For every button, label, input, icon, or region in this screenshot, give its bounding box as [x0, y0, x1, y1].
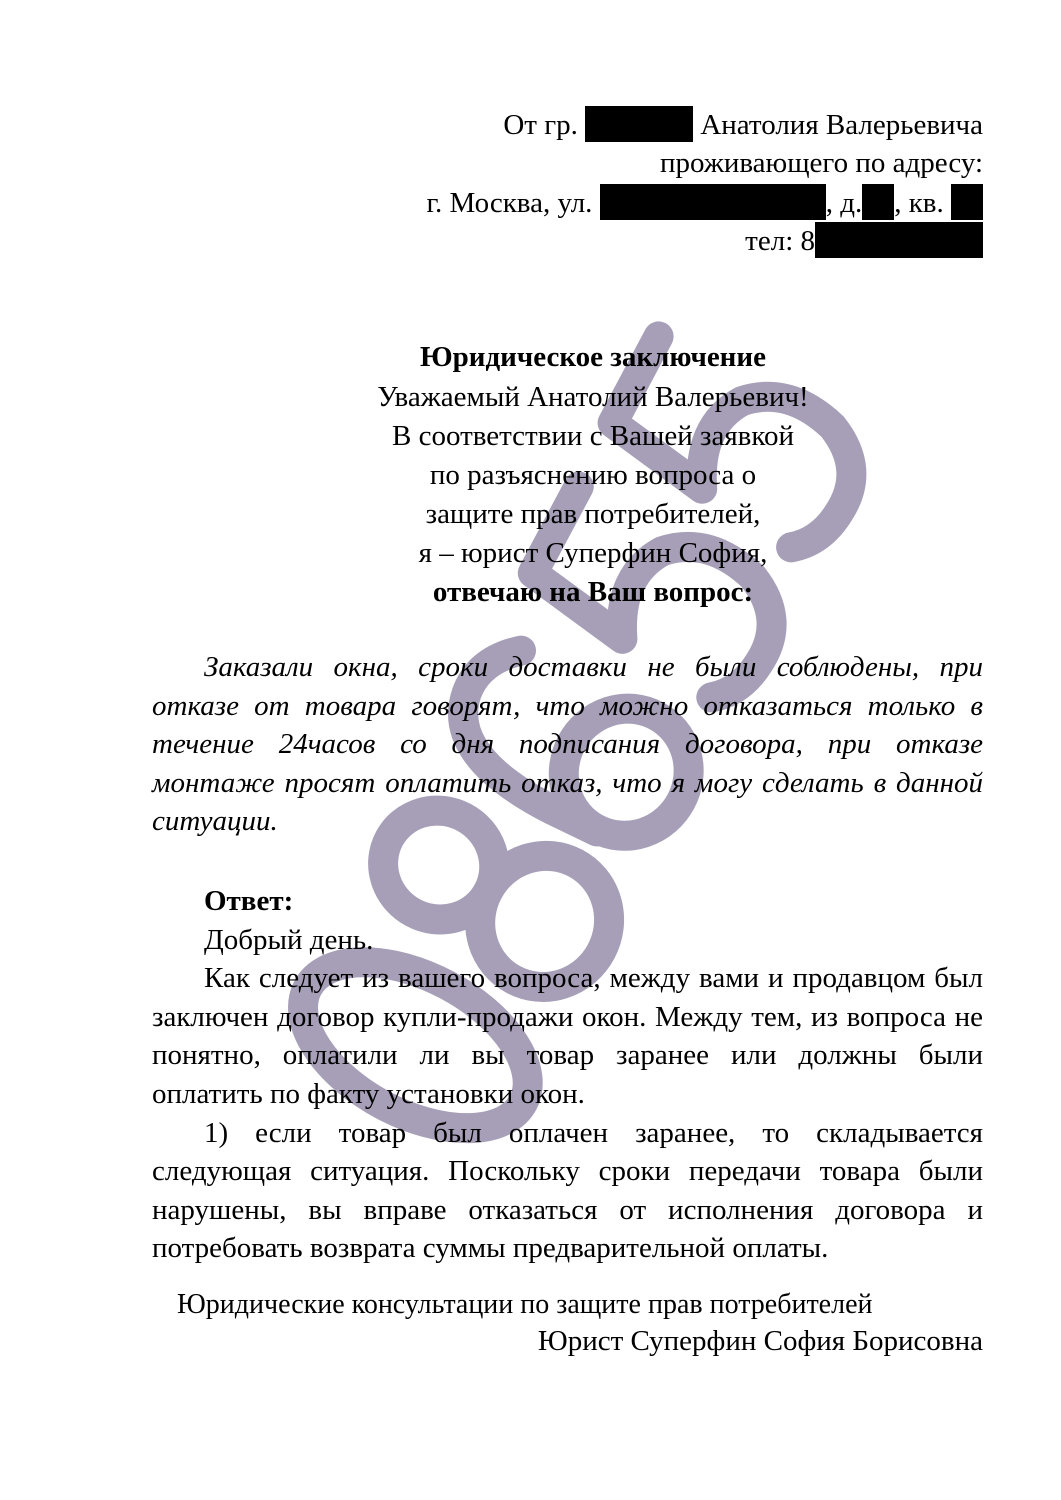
phone-line [745, 222, 983, 260]
footer-line-1: Юридические консультации по защите прав потребителей [177, 1288, 873, 1320]
intro-line: по разъяснению вопроса о [429, 459, 757, 491]
answer-paragraph-1: Как следует из вашего вопроса, между вами и продавцом был заключен договор купли-продажи окон. Между тем, из вопроса не понятно, оплатили ли вы товар заранее или должны были оплатить по факту установки окон. [152, 962, 983, 1110]
redacted-house [862, 184, 894, 220]
intro-line: я – юрист Суперфин София, [418, 537, 768, 569]
city-street: г. Москва, ул. [426, 187, 593, 219]
greeting: Уважаемый Анатолий Валерьевич! [377, 381, 809, 413]
footer-line-2: Юрист Суперфин София Борисовна [537, 1324, 983, 1357]
phone-label: тел: 8 [745, 225, 815, 257]
answer-paragraph-2: 1) если товар был оплачен заранее, то складывается следующая ситуация. Поскольку сроки передачи товара были нарушены, вы вправе отказаться от исполнения договора и потребовать возврата суммы предварительной оплаты. [152, 1116, 983, 1265]
redacted-street [600, 184, 826, 220]
intro-line: защите прав потребителей, [425, 498, 761, 530]
doc-title: Юридическое заключение [420, 341, 766, 373]
document-body [152, 648, 983, 1360]
address-label: проживающего по адресу: [660, 147, 983, 179]
answer-greeting: Добрый день. [204, 923, 374, 956]
from-prefix: От гр. [503, 109, 578, 141]
house-label: , д. [825, 187, 863, 219]
intro-line: В соответствии с Вашей заявкой [391, 420, 794, 452]
answer-label: Ответ: [204, 884, 294, 917]
sender-line [503, 106, 983, 144]
intro-bold: отвечаю на Ваш вопрос: [432, 576, 754, 608]
address-line [426, 184, 983, 222]
redacted-surname [585, 106, 693, 142]
client-question: Заказали окна, сроки доставки не были соблюдены, при отказе от товара говорят, что можно отказаться только в течение 24часов со дня подписания договора, при отказе монтаже просят оплатить отказ, что я могу сделать в данной ситуации. [152, 651, 983, 838]
redacted-apt [951, 184, 983, 220]
sender-name: Анатолия Валерьевича [700, 109, 983, 141]
apt-label: , кв. [894, 187, 944, 219]
redacted-phone [815, 222, 983, 258]
